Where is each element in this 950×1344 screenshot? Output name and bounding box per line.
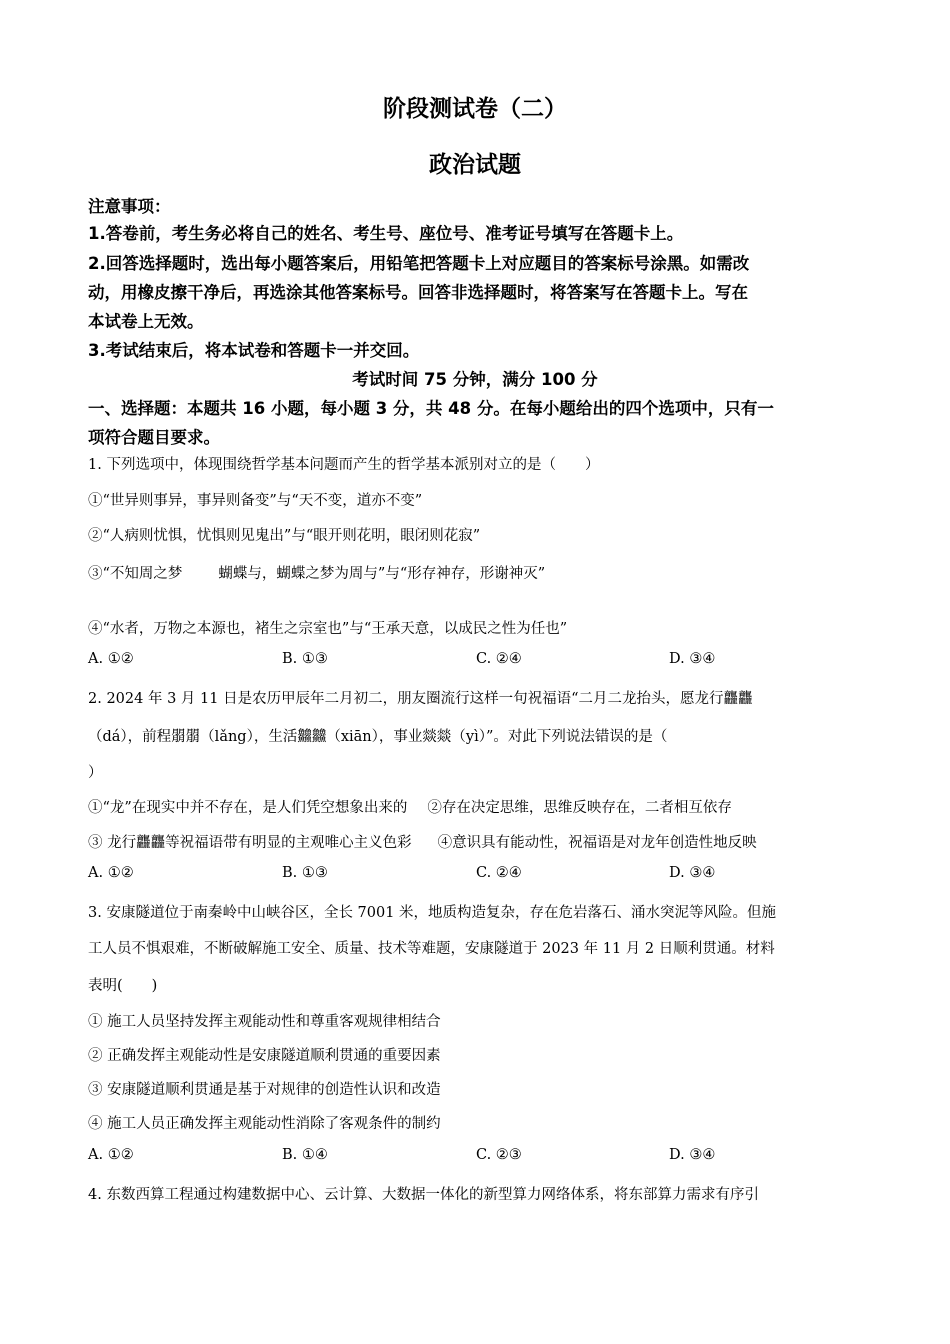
q2-stem-line-2: （dá），前程朤朤（lǎng），生活䲜䲜（xiān），事业燚燚（yì）”。对此下列说法错误的是（ [88, 729, 668, 745]
q3-stem-line-3: 表明( ) [88, 978, 158, 994]
section-1-heading-line-2: 项符合题目要求。 [88, 428, 220, 447]
q3-statement-4: ④ 施工人员正确发挥主观能动性消除了客观条件的制约 [88, 1116, 441, 1132]
note-item-3: 3.考试结束后，将本试卷和答题卡一并交回。 [88, 341, 420, 360]
q1-statement-3-part-a: ③“不知周之梦 [88, 566, 183, 582]
q2-stem-line-1: 2. 2024 年 3 月 11 日是农历甲辰年二月初二，朋友圈流行这样一句祝福语“二月二龙抬头，愿龙行龘龘 [88, 691, 753, 707]
q1-statement-3 [88, 562, 545, 583]
exam-time: 考试时间 75 分钟，满分 100 分 [352, 370, 598, 389]
q2-statement-3: ③ 龙行龘龘等祝福语带有明显的主观唯心主义色彩 [88, 835, 412, 851]
q1-option-a: A. ①② [88, 651, 134, 667]
q1-statement-4: ④“水者，万物之本源也，褚生之宗室也”与“王承天意，以成民之性为任也” [88, 621, 568, 637]
q2-option-c: C. ②④ [476, 865, 522, 881]
q3-statement-3: ③ 安康隧道顺利贯通是基于对规律的创造性认识和改造 [88, 1082, 441, 1098]
q1-stem: 1. 下列选项中，体现围绕哲学基本问题而产生的哲学基本派别对立的是（ ） [88, 457, 600, 473]
q1-option-d: D. ③④ [669, 651, 716, 667]
note-item-1: 1.答卷前，考生务必将自己的姓名、考生号、座位号、准考证号填写在答题卡上。 [88, 224, 684, 243]
q2-statements-row-2 [88, 831, 757, 852]
q3-option-c: C. ②③ [476, 1147, 522, 1163]
q3-stem-line-1: 3. 安康隧道位于南秦岭中山峡谷区，全长 7001 米，地质构造复杂，存在危岩落石、涌水突泥等风险。但施 [88, 905, 777, 921]
note-item-2-line-2: 动，用橡皮擦干净后，再选涂其他答案标号。回答非选择题时，将答案写在答题卡上。写在 [88, 283, 748, 302]
q1-statement-2: ②“人病则忧惧，忧惧则见鬼出”与“眼开则花明，眼闭则花寂” [88, 528, 481, 544]
q3-statement-2: ② 正确发挥主观能动性是安康隧道顺利贯通的重要因素 [88, 1048, 441, 1064]
note-item-2-line-1: 2.回答选择题时，选出每小题答案后，用铅笔把答题卡上对应题目的答案标号涂黑。如需改 [88, 254, 750, 273]
q2-stem-line-3: ） [88, 765, 103, 781]
q3-statement-1: ① 施工人员坚持发挥主观能动性和尊重客观规律相结合 [88, 1014, 441, 1030]
q3-option-a: A. ①② [88, 1147, 134, 1163]
q1-option-c: C. ②④ [476, 651, 522, 667]
q2-option-d: D. ③④ [669, 865, 716, 881]
q3-option-d: D. ③④ [669, 1147, 716, 1163]
exam-subtitle: 政治试题 [429, 152, 521, 178]
q1-option-b: B. ①③ [282, 651, 328, 667]
q3-stem-line-2: 工人员不惧艰难，不断破解施工安全、质量、技术等难题，安康隧道于 2023 年 11 月 2 日顺利贯通。材料 [88, 941, 775, 957]
q2-option-a: A. ①② [88, 865, 134, 881]
notes-heading: 注意事项： [88, 197, 171, 216]
q2-statement-2: ②存在决定思维，思维反映存在，二者相互依存 [427, 800, 732, 816]
q2-statements-row-1 [88, 796, 732, 817]
q3-option-b: B. ①④ [282, 1147, 328, 1163]
q2-statement-4: ④意识具有能动性，祝福语是对龙年创造性地反映 [437, 835, 757, 851]
q2-statement-1: ①“龙”在现实中并不存在，是人们凭空想象出来的 [88, 800, 408, 816]
q1-statement-1: ①“世异则事异，事异则备变”与“天不变，道亦不变” [88, 493, 423, 509]
q4-stem-line-1: 4. 东数西算工程通过构建数据中心、云计算、大数据一体化的新型算力网络体系，将东部算力需求有序引 [88, 1187, 759, 1203]
note-item-2-line-3: 本试卷上无效。 [88, 312, 204, 331]
exam-title: 阶段测试卷（二） [383, 96, 567, 122]
section-1-heading-line-1: 一、选择题：本题共 16 小题，每小题 3 分，共 48 分。在每小题给出的四个选项中，只有一 [88, 399, 774, 418]
q1-statement-3-part-b: 蝴蝶与，蝴蝶之梦为周与”与“形存神存，形谢神灭” [218, 566, 546, 582]
q2-option-b: B. ①③ [282, 865, 328, 881]
